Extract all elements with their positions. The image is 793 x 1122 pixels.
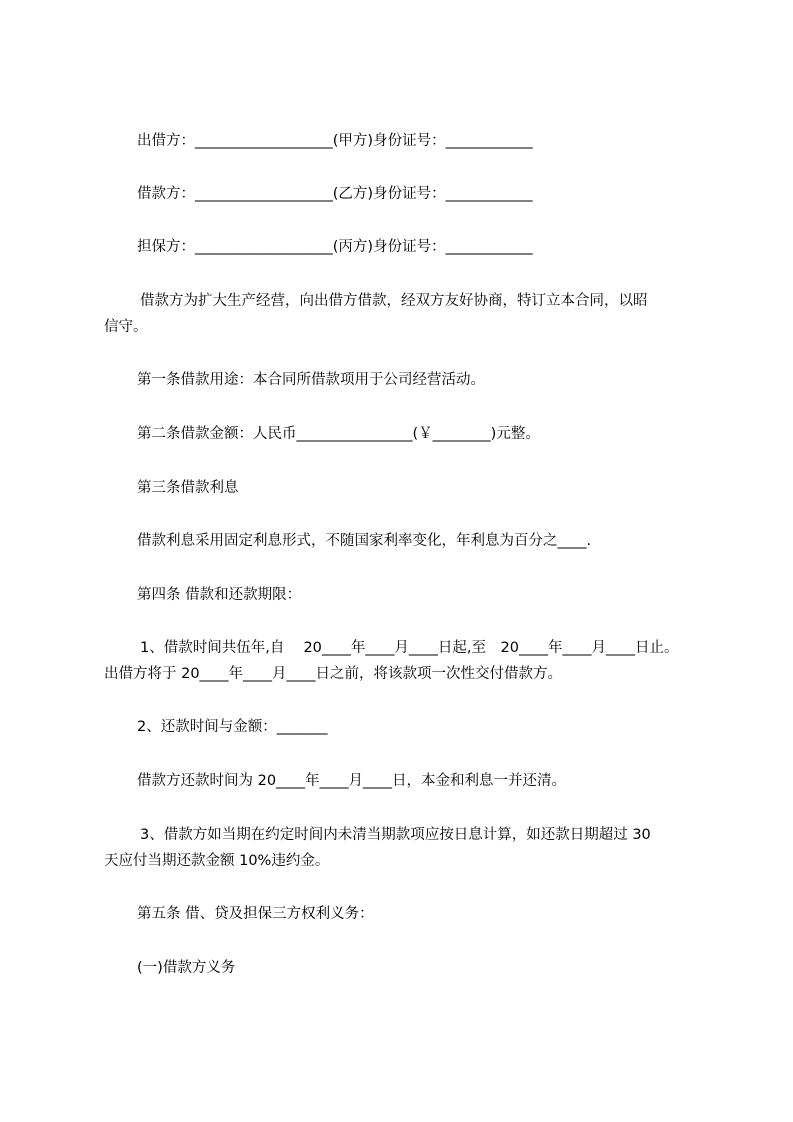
guarantor-line: 担保方：___________________(丙方)身份证号：____________: [137, 239, 533, 255]
article-1: 第一条借款用途：本合同所借款项用于公司经营活动。: [137, 372, 485, 388]
article-4-title: 第四条 借款和还款期限：: [137, 587, 302, 603]
article-4-item-2-body: 借款方还款时间为 20____年____月____日，本金和利息一并还清。: [137, 773, 567, 789]
preamble-line-1: 借款方为扩大生产经营，向出借方借款，经双方友好协商，特订立本合同，以昭: [140, 293, 648, 309]
article-4-item-1-line-1: 1、借款时间共伍年,自 20____年____月____日起,至 20____年____月____日止。: [140, 640, 679, 656]
article-4-item-3-line-2: 天应付当期还款金额 10%违约金。: [104, 853, 330, 869]
lender-line: 出借方：___________________(甲方)身份证号：____________: [137, 133, 533, 149]
borrower-line: 借款方：___________________(乙方)身份证号：____________: [137, 186, 533, 202]
article-4-item-1-line-2: 出借方将于 20____年____月____日之前，将该款项一次性交付借款方。: [104, 666, 563, 682]
article-5-title: 第五条 借、贷及担保三方权利义务：: [137, 906, 374, 922]
article-3-body: 借款利息采用固定利息形式，不随国家利率变化，年利息为百分之____.: [137, 533, 592, 549]
article-2: 第二条借款金额：人民币________________(￥________)元整。: [137, 426, 540, 442]
preamble-line-2: 信守。: [104, 319, 148, 335]
article-3-title: 第三条借款利息: [137, 480, 239, 496]
article-4-item-3-line-1: 3、借款方如当期在约定时间内未清当期款项应按日息计算，如还款日期超过 30: [140, 827, 651, 843]
article-5-sub-1: (一)借款方义务: [137, 960, 236, 976]
article-4-item-2-title: 2、还款时间与金额：_______: [137, 719, 328, 735]
